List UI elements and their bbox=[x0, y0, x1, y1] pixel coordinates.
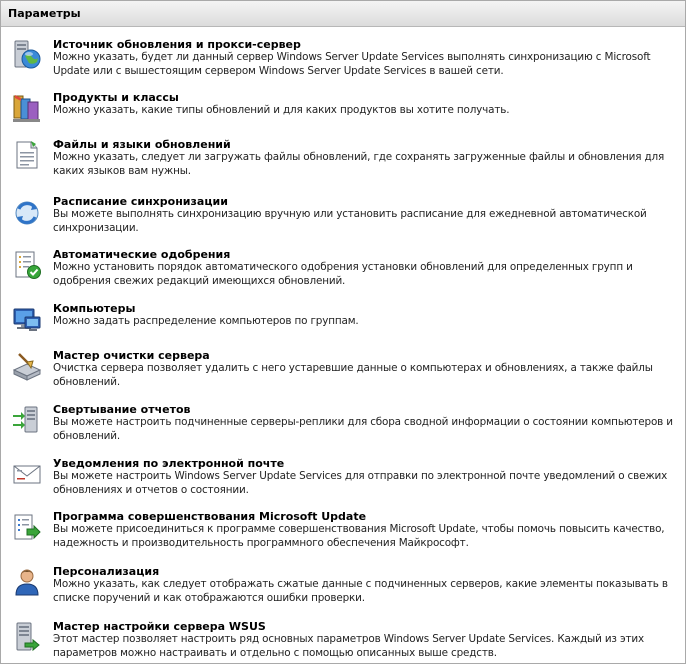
option-title[interactable]: Уведомления по электронной почте bbox=[53, 457, 285, 470]
auto-approval-icon bbox=[11, 249, 43, 281]
option-title[interactable]: Расписание синхронизации bbox=[53, 195, 228, 208]
option-title[interactable]: Компьютеры bbox=[53, 302, 136, 315]
sync-schedule-icon bbox=[11, 196, 43, 228]
option-title[interactable]: Файлы и языки обновлений bbox=[53, 138, 231, 151]
option-title[interactable]: Персонализация bbox=[53, 565, 160, 578]
option-description: Этот мастер позволяет настроить ряд основных параметров Windows Server Update Services. Каждый из этих параметров можно настраивать и отдельно с помощью описанных выше средств. bbox=[53, 633, 645, 659]
option-title[interactable]: Программа совершенствования Microsoft Update bbox=[53, 510, 367, 523]
option-title[interactable]: Мастер настройки сервера WSUS bbox=[53, 620, 266, 633]
option-title[interactable]: Источник обновления и прокси-сервер bbox=[53, 38, 301, 51]
option-title[interactable]: Мастер очистки сервера bbox=[53, 349, 210, 362]
option-description: Можно задать распределение компьютеров по группам. bbox=[53, 315, 359, 327]
option-title[interactable]: Свертывание отчетов bbox=[53, 403, 191, 416]
option-description: Вы можете выполнять синхронизацию вручную или установить расписание для ежедневной автоматической синхронизации. bbox=[53, 208, 647, 234]
panel-header bbox=[1, 1, 685, 27]
computers-icon bbox=[11, 303, 43, 335]
document-files-icon bbox=[11, 139, 43, 171]
cleanup-wizard-icon bbox=[11, 350, 43, 382]
email-notification-icon bbox=[11, 458, 43, 490]
option-title[interactable]: Продукты и классы bbox=[53, 91, 179, 104]
option-description: Можно указать, следует ли загружать файлы обновлений, где сохранять загруженные файлы и обновления для каких языков вам нужны. bbox=[53, 151, 665, 177]
option-description: Вы можете настроить Windows Server Update Services для отправки по электронной почте уведомлений о свежих обновлениях и отчетов о состоянии. bbox=[53, 470, 668, 496]
option-description: Можно указать, какие типы обновлений и для каких продуктов вы хотите получать. bbox=[53, 104, 510, 116]
option-description: Очистка сервера позволяет удалить с него устаревшие данные о компьютерах и обновлениях, а также файлы обновлений. bbox=[53, 362, 653, 388]
option-description: Вы можете настроить подчиненные серверы-реплики для сбора сводной информации о состоянии компьютеров и обновлений. bbox=[53, 416, 673, 442]
reporting-rollup-icon bbox=[11, 404, 43, 436]
server-config-wizard-icon bbox=[11, 621, 43, 653]
option-title[interactable]: Автоматические одобрения bbox=[53, 248, 231, 261]
panel-title: Параметры bbox=[8, 7, 81, 20]
option-description: Вы можете присоединиться к программе совершенствования Microsoft Update, чтобы помочь повысить качество, надежность и производительность программного обеспечения Майкрософт. bbox=[53, 523, 665, 549]
option-description: Можно установить порядок автоматического одобрения установки обновлений для определенных групп и одобрения свежих редакций имеющихся обновлений. bbox=[53, 261, 633, 287]
products-books-icon bbox=[11, 92, 43, 124]
improvement-program-icon bbox=[11, 511, 43, 543]
personalization-user-icon bbox=[11, 566, 43, 598]
option-description: Можно указать, будет ли данный сервер Windows Server Update Services выполнять синхронизацию с Microsoft Update или с вышестоящим сервером Windows Server Update Services в вашей сети. bbox=[53, 51, 651, 77]
option-description: Можно указать, как следует отображать сжатые данные с подчиненных серверов, какие элементы показывать в списке поручений и как отображаются ошибки проверки. bbox=[53, 578, 668, 604]
globe-server-icon bbox=[11, 39, 43, 71]
